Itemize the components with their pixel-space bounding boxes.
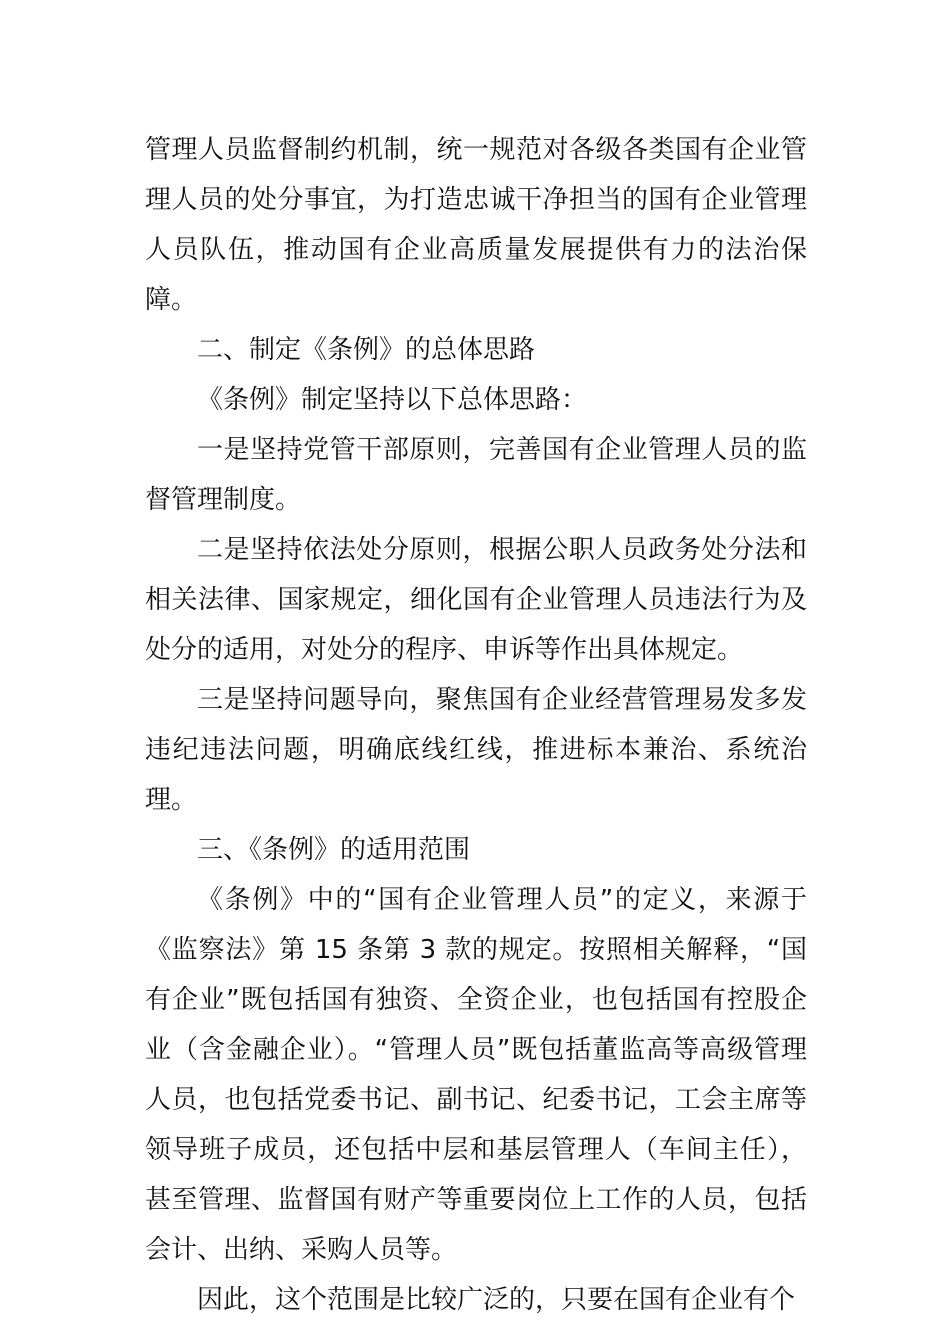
paragraph-scope-conclusion: 因此，这个范围是比较广泛的，只要在国有企业有个 xyxy=(197,1285,796,1315)
paragraph-intro: 《条例》制定坚持以下总体思路： xyxy=(197,385,588,415)
paragraph-principle-three: 三是坚持问题导向，聚焦国有企业经营管理易发多发违纪违法问题，明确底线红线，推进标本兼治、系统治理。 xyxy=(145,685,807,815)
paragraph-continuation: 管理人员监督制约机制，统一规范对各级各类国有企业管理人员的处分事宜，为打造忠诚干净担当的国有企业管理人员队伍，推动国有企业高质量发展提供有力的法治保障。 xyxy=(145,135,807,315)
section-heading-two: 二、制定《条例》的总体思路 xyxy=(197,335,536,365)
section-heading-three: 三、《条例》的适用范围 xyxy=(197,835,471,865)
paragraph-principle-two: 二是坚持依法处分原则，根据公职人员政务处分法和相关法律、国家规定，细化国有企业管理人员违法行为及处分的适用，对处分的程序、申诉等作出具体规定。 xyxy=(145,535,807,665)
paragraph-scope-definition: 《条例》中的“国有企业管理人员”的定义，来源于《监察法》第 15 条第 3 款的规定。按照相关解释，“国有企业”既包括国有独资、全资企业，也包括国有控股企业（含金融企业）。“管理人员”既包括董监高等高级管理人员，也包括党委书记、副书记、纪委书记，工会主席等领导班子成员，还包括中层和基层管理人（车间主任），甚至管理、监督国有财产等重要岗位上工作的人员，包括会计、出纳、采购人员等。 xyxy=(145,885,807,1265)
paragraph-principle-one: 一是坚持党管干部原则，完善国有企业管理人员的监督管理制度。 xyxy=(145,435,807,515)
document-body xyxy=(145,125,807,1325)
